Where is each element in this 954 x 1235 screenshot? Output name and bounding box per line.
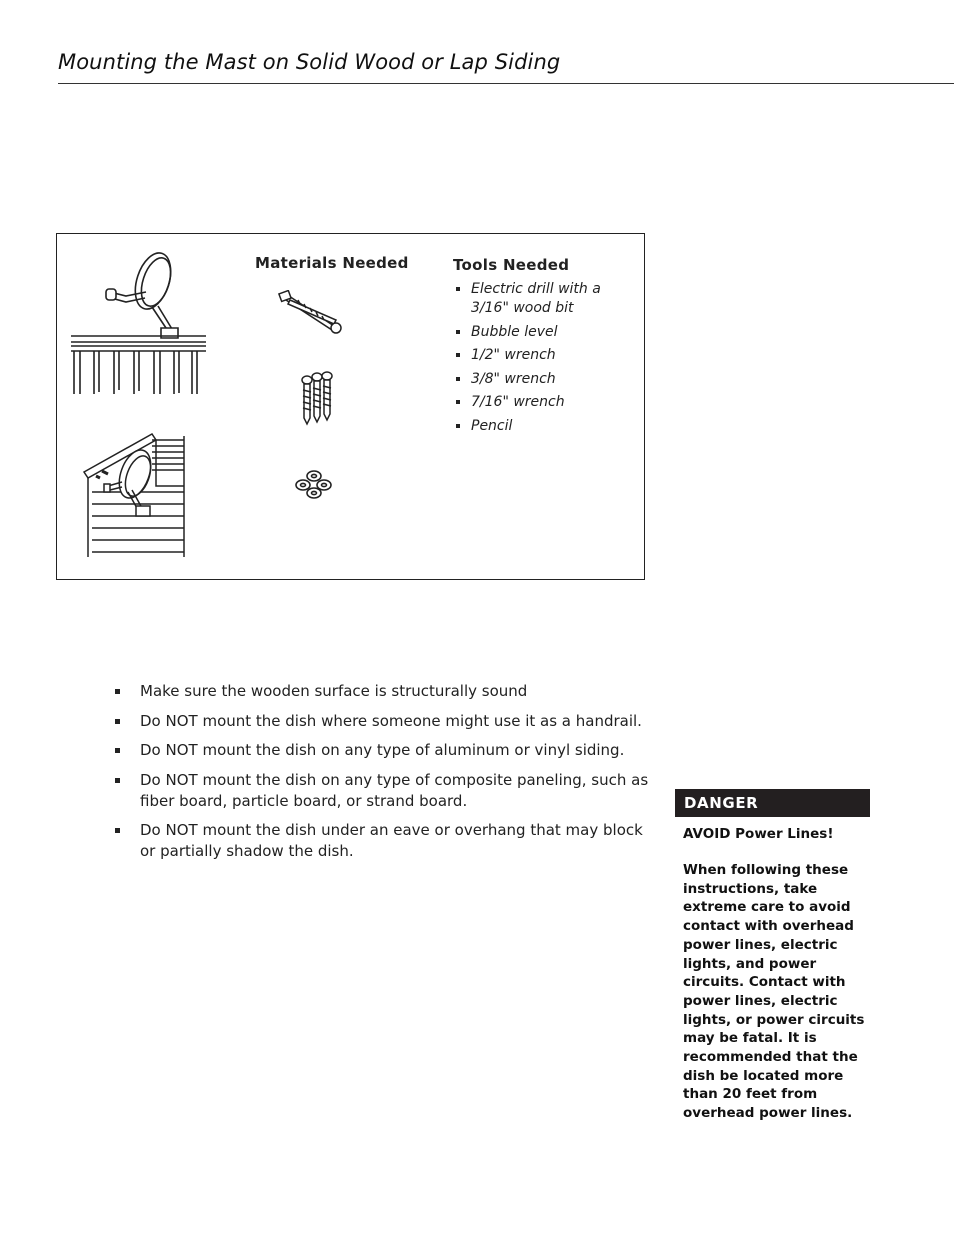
dish-on-deck-railing-icon [66,244,216,399]
bullet-icon [115,748,120,753]
guideline-item: Do NOT mount the dish where someone might use it as a handrail. [114,711,649,732]
wood-screws-icon [295,370,337,428]
washers-icon [294,469,334,501]
danger-label: DANGER [675,789,870,817]
bullet-icon [456,377,460,381]
bullet-icon [115,778,120,783]
guideline-item: Do NOT mount the dish under an eave or overhang that may block or partially shadow the dish. [114,820,649,862]
lag-bolts-icon [278,290,344,338]
tools-title: Tools Needed [453,256,570,274]
bullet-icon [456,353,460,357]
guidelines-list [114,681,649,871]
bullet-icon [115,689,120,694]
tools-list [456,280,641,440]
guideline-item: Do NOT mount the dish on any type of aluminum or vinyl siding. [114,740,649,761]
danger-subtitle: AVOID Power Lines! [683,826,834,842]
tool-item: Electric drill with a 3/16" wood bit [456,280,641,318]
bullet-icon [456,287,460,291]
tool-item: Pencil [456,417,641,436]
bullet-icon [115,719,120,724]
bullet-icon [115,828,120,833]
title-rule [58,83,954,84]
danger-body: When following these instructions, take extreme care to avoid contact with overhead power lines, electric lights, and power circuits. Contact with power lines, electric lights, or power circuits may be fatal. It is recommended that the dish be located more than 20 feet from overhead power lines. [683,862,865,1122]
tool-item: 1/2" wrench [456,346,641,365]
bullet-icon [456,424,460,428]
bullet-icon [456,330,460,334]
tool-item: 7/16" wrench [456,393,641,412]
materials-title: Materials Needed [255,254,409,272]
dish-on-lap-siding-icon [80,432,192,560]
guideline-item: Make sure the wooden surface is structurally sound [114,681,649,702]
page-title: Mounting the Mast on Solid Wood or Lap Siding [58,50,561,74]
tool-item: 3/8" wrench [456,370,641,389]
tool-item: Bubble level [456,323,641,342]
bullet-icon [456,400,460,404]
guideline-item: Do NOT mount the dish on any type of composite paneling, such as fiber board, particle board, or strand board. [114,770,649,812]
